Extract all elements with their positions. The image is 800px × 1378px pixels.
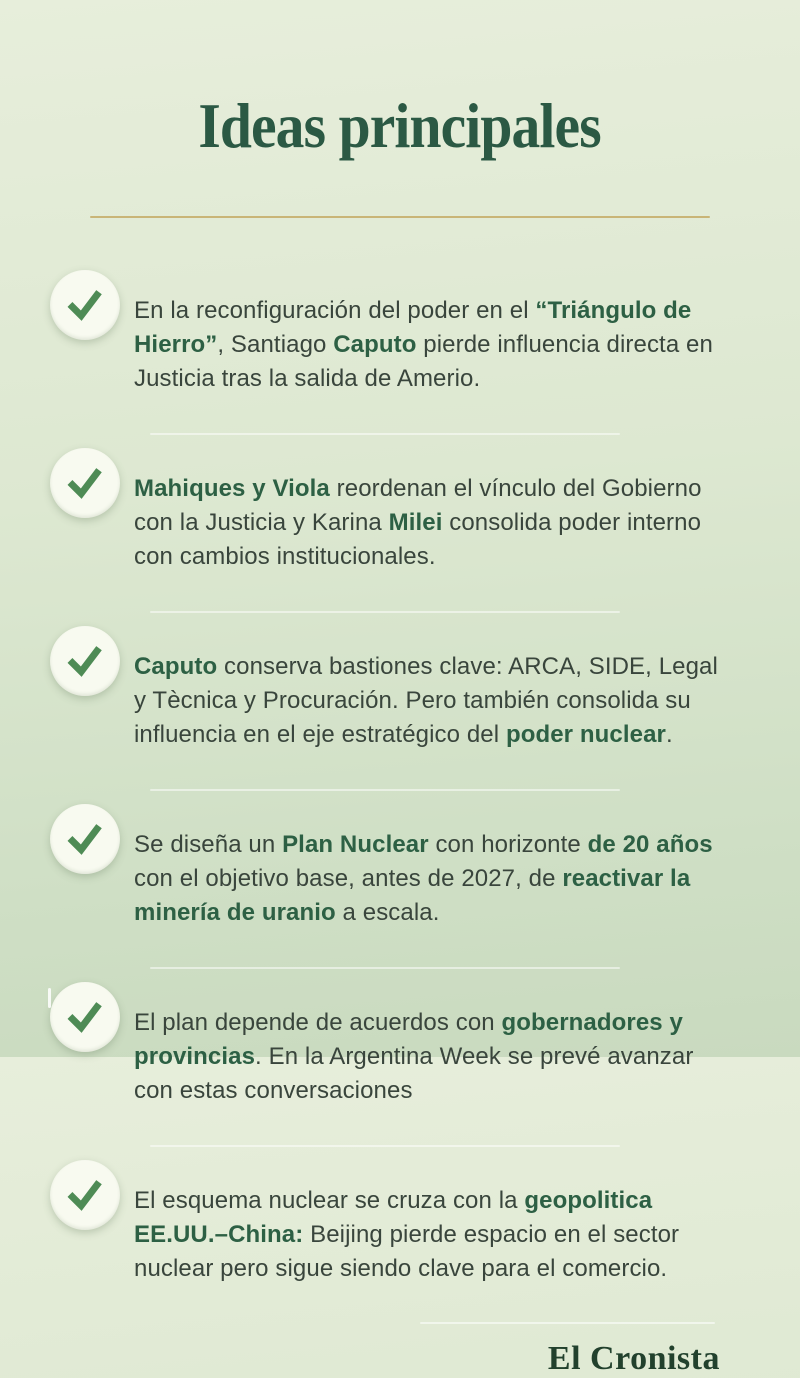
check-icon — [50, 1160, 120, 1230]
list-item — [50, 270, 766, 420]
list-item-text: El esquema nuclear se cruza con la geopolitica EE.UU.–China: Beijing pierde espacio en el sector nuclear pero sigue siendo clave para el comercio. — [134, 1187, 680, 1283]
list-item — [50, 804, 766, 954]
list-item-text: Mahiques y Viola reordenan el vínculo del Gobierno con la Justicia y Karina Milei consolida poder interno con cambios institucionales. — [134, 475, 702, 571]
list-item-text: El plan depende de acuerdos con gobernadores y provincias. En la Argentina Week se prevé avanzar con estas conversaciones — [134, 1009, 694, 1105]
page-title: Ideas principales — [198, 89, 602, 161]
section-divider — [150, 433, 620, 435]
check-icon — [50, 804, 120, 874]
edge-tick-mark — [48, 988, 51, 1008]
footer-divider — [420, 1322, 715, 1324]
list-item — [50, 982, 766, 1132]
section-divider — [150, 611, 620, 613]
list-item — [50, 1160, 766, 1310]
list-item-text: En la reconfiguración del poder en el “Triángulo de Hierro”, Santiago Caputo pierde influencia directa en Justicia tras la salida de Amerio. — [134, 297, 713, 393]
section-divider — [150, 789, 620, 791]
brand-logo: El Cronista — [547, 1340, 720, 1378]
check-icon — [50, 448, 120, 518]
check-icon — [50, 270, 120, 340]
list-item — [50, 448, 766, 598]
section-divider — [150, 967, 620, 969]
list-item-text: Se diseña un Plan Nuclear con horizonte de 20 años con el objetivo base, antes de 2027, de reactivar la minería de uranio a escala. — [134, 831, 713, 927]
check-icon — [50, 982, 120, 1052]
list-item — [50, 626, 766, 776]
section-divider — [150, 1145, 620, 1147]
ideas-list — [0, 218, 800, 1378]
check-icon — [50, 626, 120, 696]
list-item-text: Caputo conserva bastiones clave: ARCA, SIDE, Legal y Tècnica y Procuración. Pero también consolida su influencia en el eje estratégico del poder nuclear. — [134, 653, 718, 749]
